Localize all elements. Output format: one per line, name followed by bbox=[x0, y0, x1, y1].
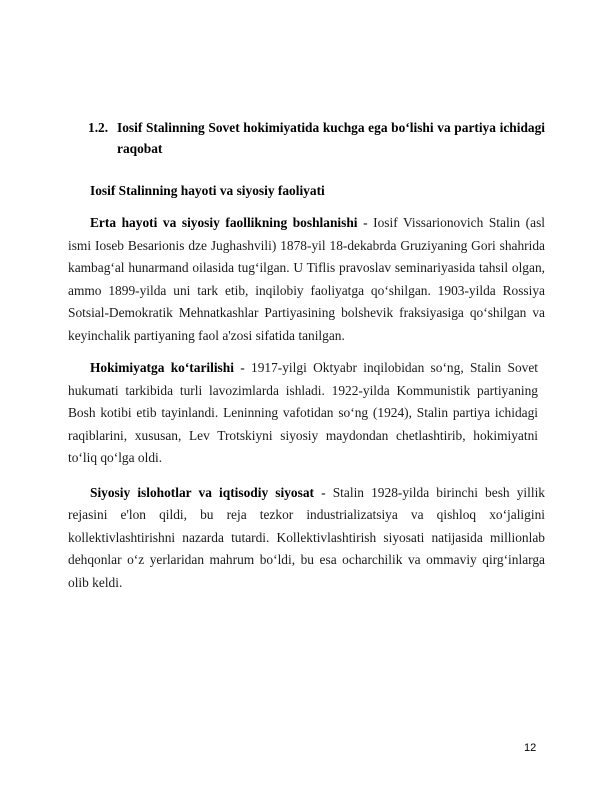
paragraph-separator: - bbox=[314, 484, 333, 500]
paragraph-rise-to-power bbox=[68, 357, 538, 470]
page-number: 12 bbox=[524, 742, 537, 754]
paragraph-early-life bbox=[68, 212, 545, 347]
paragraph-separator: - bbox=[233, 360, 251, 375]
section-number: 1.2. bbox=[88, 120, 109, 135]
section-heading bbox=[88, 117, 545, 159]
page-content bbox=[68, 117, 545, 594]
paragraph-lead: Hokimiyatga ko‘tarilishi bbox=[90, 360, 234, 375]
paragraph-lead: Siyosiy islohotlar va iqtisodiy siyosat bbox=[90, 484, 314, 500]
paragraph-text: Stalin 1928-yilda birinchi besh yillik rejasini e'lon qildi, bu reja tezkor industrializatsiya va qishloq xo‘jaligini kollektivlashtirishni nazarda tutardi. Kollektivlashtirish siyosati natijasida millionlab dehqonlar o‘z yerlaridan mahrum bo‘ldi, bu esa ocharchilik va ommaviy qirg‘inlarga olib keldi. bbox=[68, 484, 546, 590]
subheading: Iosif Stalinning hayoti va siyosiy faoliyati bbox=[90, 183, 325, 198]
paragraph-lead: Erta hayoti va siyosiy faollikning boshlanishi bbox=[90, 215, 358, 230]
paragraph-separator: - bbox=[357, 215, 374, 230]
paragraph-text: Iosif Vissarionovich Stalin (asl ismi Ioseb Besarionis dze Jughashvili) 1878-yil 18-dekabrda Gruziyaning Gori shahrida kambag‘al hunarmand oilasida tug‘ilgan. U Tiflis pravoslav seminariyasida tahsil olgan, ammo 1899-yilda uni tark etib, inqilobiy faoliyatga qo‘shilgan. 1903-yilda Rossiya Sotsial-Demokratik Mehnatkashlar Partiyasining bolshevik fraksiyasiga qo‘shilgan va keyinchalik partiyaning faol a'zosi sifatida tanilgan. bbox=[68, 215, 546, 343]
paragraph-text: 1917-yilgi Oktyabr inqilobidan so‘ng, Stalin Sovet hukumati tarkibida turli lavozimlarda ishladi. 1922-yilda Kommunistik partiyaning Bosh kotibi etib tayinlandi. Leninning vafotidan so‘ng (1924), Stalin partiya ichidagi raqiblarini, xususan, Lev Trotskiyni siyosiy maydondan chetlashtirib, hokimiyatni to‘liq qo‘lga oldi. bbox=[68, 360, 539, 465]
section-title: Iosif Stalinning Sovet hokimiyatida kuchga ega bo‘lishi va partiya ichidagi raqobat bbox=[117, 120, 545, 156]
paragraph-political-reforms bbox=[68, 482, 545, 595]
